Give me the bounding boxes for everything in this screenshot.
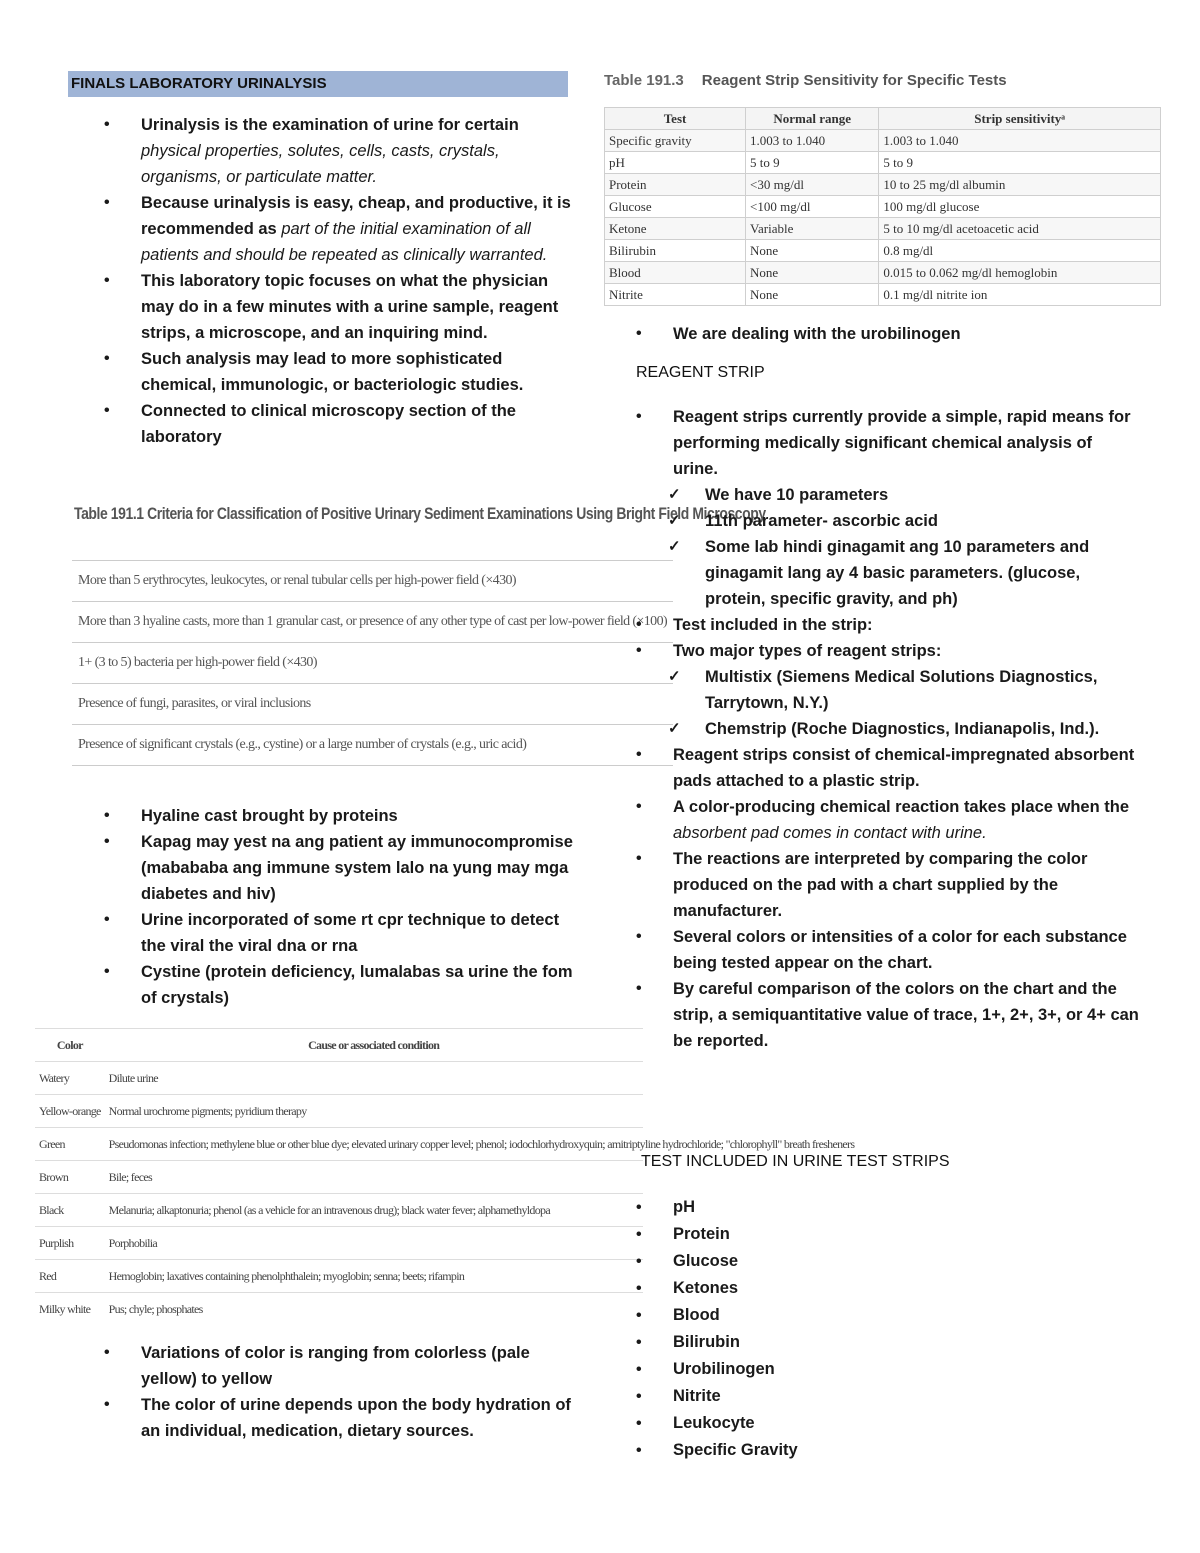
item-text: 11th parameter- ascorbic acid bbox=[705, 512, 938, 530]
table-cell: 0.015 to 0.062 mg/dl hemoglobin bbox=[879, 262, 1161, 284]
table-row bbox=[605, 196, 1161, 218]
reagent-strip-list bbox=[600, 404, 1140, 1054]
table-row bbox=[605, 262, 1161, 284]
table-cell: Blood bbox=[605, 262, 746, 284]
bullet-italic-text: physical properties, solutes, cells, casts, crystals, organisms, or particulate matter. bbox=[141, 142, 500, 186]
table-cell: Brown bbox=[35, 1161, 105, 1194]
table-cell: Bilirubin bbox=[605, 240, 746, 262]
mid-bullet-list bbox=[68, 803, 574, 1011]
list-item bbox=[600, 924, 1140, 976]
table-cell: Pseudomonas infection; methylene blue or other blue dye; elevated urinary copper level; phenol; iodochlorhydroxyquin; amitriptyline hydrochloride; "chlorophyll" breath fresheners bbox=[105, 1128, 643, 1161]
urobilinogen-note: • We are dealing with the urobilinogen bbox=[600, 321, 1170, 347]
table-cell: Watery bbox=[35, 1062, 105, 1095]
table-header-row bbox=[35, 1029, 643, 1062]
table-cell: <30 mg/dl bbox=[746, 174, 879, 196]
reagent-strip-sensitivity-table bbox=[604, 107, 1161, 306]
table-row bbox=[72, 643, 673, 684]
list-item: • Leukocyte bbox=[600, 1410, 1140, 1437]
list-item bbox=[68, 112, 574, 190]
table-cell: None bbox=[746, 262, 879, 284]
table-1913-caption: Reagent Strip Sensitivity for Specific Tests bbox=[701, 72, 1007, 89]
item-text: Chemstrip (Roche Diagnostics, Indianapolis, Ind.). bbox=[705, 720, 1100, 738]
table-cell: Protein bbox=[605, 174, 746, 196]
table-row bbox=[605, 152, 1161, 174]
table-cell: More than 5 erythrocytes, leukocytes, or renal tubular cells per high-power field (×430) bbox=[72, 561, 673, 602]
item-text: Reagent strips consist of chemical-impregnated absorbent pads attached to a plastic strip. bbox=[673, 746, 1135, 790]
table-cell: Normal urochrome pigments; pyridium therapy bbox=[105, 1095, 643, 1128]
table-cell: Bile; feces bbox=[105, 1161, 643, 1194]
list-item: • Blood bbox=[600, 1302, 1140, 1329]
table-cell: <100 mg/dl bbox=[746, 196, 879, 218]
list-item bbox=[600, 612, 1140, 638]
table-row bbox=[605, 240, 1161, 262]
list-item: • Glucose bbox=[600, 1248, 1140, 1275]
list-item bbox=[600, 976, 1140, 1054]
list-item: • Hyaline cast brought by proteins bbox=[68, 803, 574, 829]
table-row bbox=[35, 1128, 643, 1161]
table-cell: Red bbox=[35, 1260, 105, 1293]
table-cell: Green bbox=[35, 1128, 105, 1161]
table-cell: 5 to 9 bbox=[879, 152, 1161, 174]
list-item bbox=[600, 742, 1140, 794]
table-1913-title bbox=[604, 72, 1007, 89]
bullet-text: Connected to clinical microscopy section of the laboratory bbox=[141, 402, 516, 446]
column-header: Test bbox=[605, 108, 746, 130]
list-item: • Urine incorporated of some rt cpr technique to detect the viral the viral dna or rna bbox=[68, 907, 574, 959]
item-text: Multistix (Siemens Medical Solutions Diagnostics, Tarrytown, N.Y.) bbox=[705, 668, 1098, 712]
table-cell: None bbox=[746, 240, 879, 262]
table-cell: 5 to 10 mg/dl acetoacetic acid bbox=[879, 218, 1161, 240]
table-row bbox=[72, 725, 673, 766]
check-item bbox=[600, 664, 1140, 716]
table-cell: pH bbox=[605, 152, 746, 174]
list-item bbox=[68, 346, 574, 398]
table-row bbox=[72, 602, 673, 643]
list-item bbox=[68, 190, 574, 268]
urobilinogen-note-list bbox=[600, 321, 1170, 347]
table-cell: Milky white bbox=[35, 1293, 105, 1326]
list-item: • Protein bbox=[600, 1221, 1140, 1248]
bullet-text: Urinalysis is the examination of urine for certain bbox=[141, 116, 519, 134]
table-row bbox=[35, 1260, 643, 1293]
table-row bbox=[605, 218, 1161, 240]
table-cell: Glucose bbox=[605, 196, 746, 218]
item-text: The reactions are interpreted by comparing the color produced on the pad with a chart supplied by the manufacturer. bbox=[673, 850, 1088, 920]
check-item bbox=[600, 482, 1140, 508]
table-cell: Black bbox=[35, 1194, 105, 1227]
list-item bbox=[600, 404, 1140, 482]
table-cell: 10 to 25 mg/dl albumin bbox=[879, 174, 1161, 196]
list-item bbox=[600, 846, 1140, 924]
table-row bbox=[35, 1161, 643, 1194]
table-cell: Presence of significant crystals (e.g., cystine) or a large number of crystals (e.g., uric acid) bbox=[72, 725, 673, 766]
table-row bbox=[35, 1095, 643, 1128]
urine-tests-heading: TEST INCLUDED IN URINE TEST STRIPS bbox=[641, 1153, 950, 1170]
list-item: • Ketones bbox=[600, 1275, 1140, 1302]
bullet-text: This laboratory topic focuses on what the physician may do in a few minutes with a urine sample, reagent strips, a microscope, and an inquiring mind. bbox=[141, 272, 559, 342]
urine-tests-list bbox=[600, 1194, 1140, 1464]
list-item: • Urobilinogen bbox=[600, 1356, 1140, 1383]
check-item bbox=[600, 508, 1140, 534]
list-item bbox=[68, 398, 574, 450]
sediment-criteria-table bbox=[72, 560, 673, 766]
table-cell: Hemoglobin; laxatives containing phenolphthalein; myoglobin; senna; beets; rifampin bbox=[105, 1260, 643, 1293]
item-italic-text: absorbent pad comes in contact with urine. bbox=[673, 824, 987, 842]
item-text: Reagent strips currently provide a simple, rapid means for performing medically significant chemical analysis of urine. bbox=[673, 408, 1131, 478]
table-cell: Nitrite bbox=[605, 284, 746, 306]
item-text: Some lab hindi ginagamit ang 10 parameters and ginagamit lang ay 4 basic parameters. (glucose, protein, specific gravity, and ph) bbox=[705, 538, 1090, 608]
item-text: We have 10 parameters bbox=[705, 486, 889, 504]
list-item bbox=[600, 638, 1140, 664]
list-item bbox=[68, 268, 574, 346]
list-item bbox=[600, 794, 1140, 846]
item-text: Several colors or intensities of a color for each substance being tested appear on the chart. bbox=[673, 928, 1127, 972]
check-item bbox=[600, 534, 1140, 612]
table-cell: None bbox=[746, 284, 879, 306]
table-row bbox=[35, 1062, 643, 1095]
bullet-text: Because urinalysis is easy, cheap, and productive, it is recommended as bbox=[141, 194, 571, 238]
table-row bbox=[72, 684, 673, 725]
bullet-text: Such analysis may lead to more sophisticated chemical, immunologic, or bacteriologic studies. bbox=[141, 350, 524, 394]
table-cell: Yellow-orange bbox=[35, 1095, 105, 1128]
table-cell: Ketone bbox=[605, 218, 746, 240]
list-item: • Nitrite bbox=[600, 1383, 1140, 1410]
page-title: FINALS LABORATORY URINALYSIS bbox=[68, 71, 568, 97]
table-cell: 5 to 9 bbox=[746, 152, 879, 174]
table-row bbox=[605, 284, 1161, 306]
list-item: • Bilirubin bbox=[600, 1329, 1140, 1356]
list-item: • The color of urine depends upon the body hydration of an individual, medication, dietary sources. bbox=[68, 1392, 574, 1444]
list-item: • Cystine (protein deficiency, lumalabas sa urine the fom of crystals) bbox=[68, 959, 574, 1011]
item-text: A color-producing chemical reaction takes place when the bbox=[673, 798, 1130, 816]
table-1913-number: Table 191.3 bbox=[604, 72, 684, 89]
table-cell: 1.003 to 1.040 bbox=[746, 130, 879, 152]
table-cell: Presence of fungi, parasites, or viral inclusions bbox=[72, 684, 673, 725]
table-cell: Purplish bbox=[35, 1227, 105, 1260]
column-header: Strip sensitivityᵃ bbox=[879, 108, 1161, 130]
item-text: Two major types of reagent strips: bbox=[673, 642, 942, 660]
check-item bbox=[600, 716, 1140, 742]
intro-bullet-list bbox=[68, 112, 574, 450]
bottom-left-bullet-list bbox=[68, 1340, 574, 1444]
reagent-strip-heading: REAGENT STRIP bbox=[636, 364, 765, 381]
table-cell: 0.1 mg/dl nitrite ion bbox=[879, 284, 1161, 306]
table-row bbox=[72, 561, 673, 602]
table-cell: Dilute urine bbox=[105, 1062, 643, 1095]
table-cell: Variable bbox=[746, 218, 879, 240]
table-cell: 100 mg/dl glucose bbox=[879, 196, 1161, 218]
table-row bbox=[605, 174, 1161, 196]
table-cell: More than 3 hyaline casts, more than 1 granular cast, or presence of any other type of cast per low-power field (×100) bbox=[72, 602, 673, 643]
bullet-italic-text: part of the initial examination of all patients and should be repeated as clinically warranted. bbox=[141, 220, 548, 264]
table-cell: Specific gravity bbox=[605, 130, 746, 152]
table-row bbox=[35, 1194, 643, 1227]
table-cell: 1+ (3 to 5) bacteria per high-power field (×430) bbox=[72, 643, 673, 684]
table-cell: Porphobilia bbox=[105, 1227, 643, 1260]
table-1911-title: Table 191.1 Criteria for Classification of Positive Urinary Sediment Examinations Using Bright Field Microscopy bbox=[74, 504, 766, 523]
table-header-row bbox=[605, 108, 1161, 130]
table-cell: 1.003 to 1.040 bbox=[879, 130, 1161, 152]
item-text: By careful comparison of the colors on the chart and the strip, a semiquantitative value of trace, 1+, 2+, 3+, or 4+ can be reported. bbox=[673, 980, 1139, 1050]
list-item: • Kapag may yest na ang patient ay immunocompromise (mabababa ang immune system lalo na yung may mga diabetes and hiv) bbox=[68, 829, 574, 907]
list-item: • Variations of color is ranging from colorless (pale yellow) to yellow bbox=[68, 1340, 574, 1392]
table-row bbox=[35, 1227, 643, 1260]
column-header: Normal range bbox=[746, 108, 879, 130]
table-cell: 0.8 mg/dl bbox=[879, 240, 1161, 262]
list-item: • pH bbox=[600, 1194, 1140, 1221]
column-header: Cause or associated condition bbox=[105, 1029, 643, 1062]
list-item: • Specific Gravity bbox=[600, 1437, 1140, 1464]
table-row bbox=[605, 130, 1161, 152]
table-cell: Melanuria; alkaptonuria; phenol (as a vehicle for an intravenous drug); black water fever; alphamethyldopa bbox=[105, 1194, 643, 1227]
table-row bbox=[35, 1293, 643, 1326]
item-text: Test included in the strip: bbox=[673, 616, 873, 634]
table-cell: Pus; chyle; phosphates bbox=[105, 1293, 643, 1326]
column-header: Color bbox=[35, 1029, 105, 1062]
